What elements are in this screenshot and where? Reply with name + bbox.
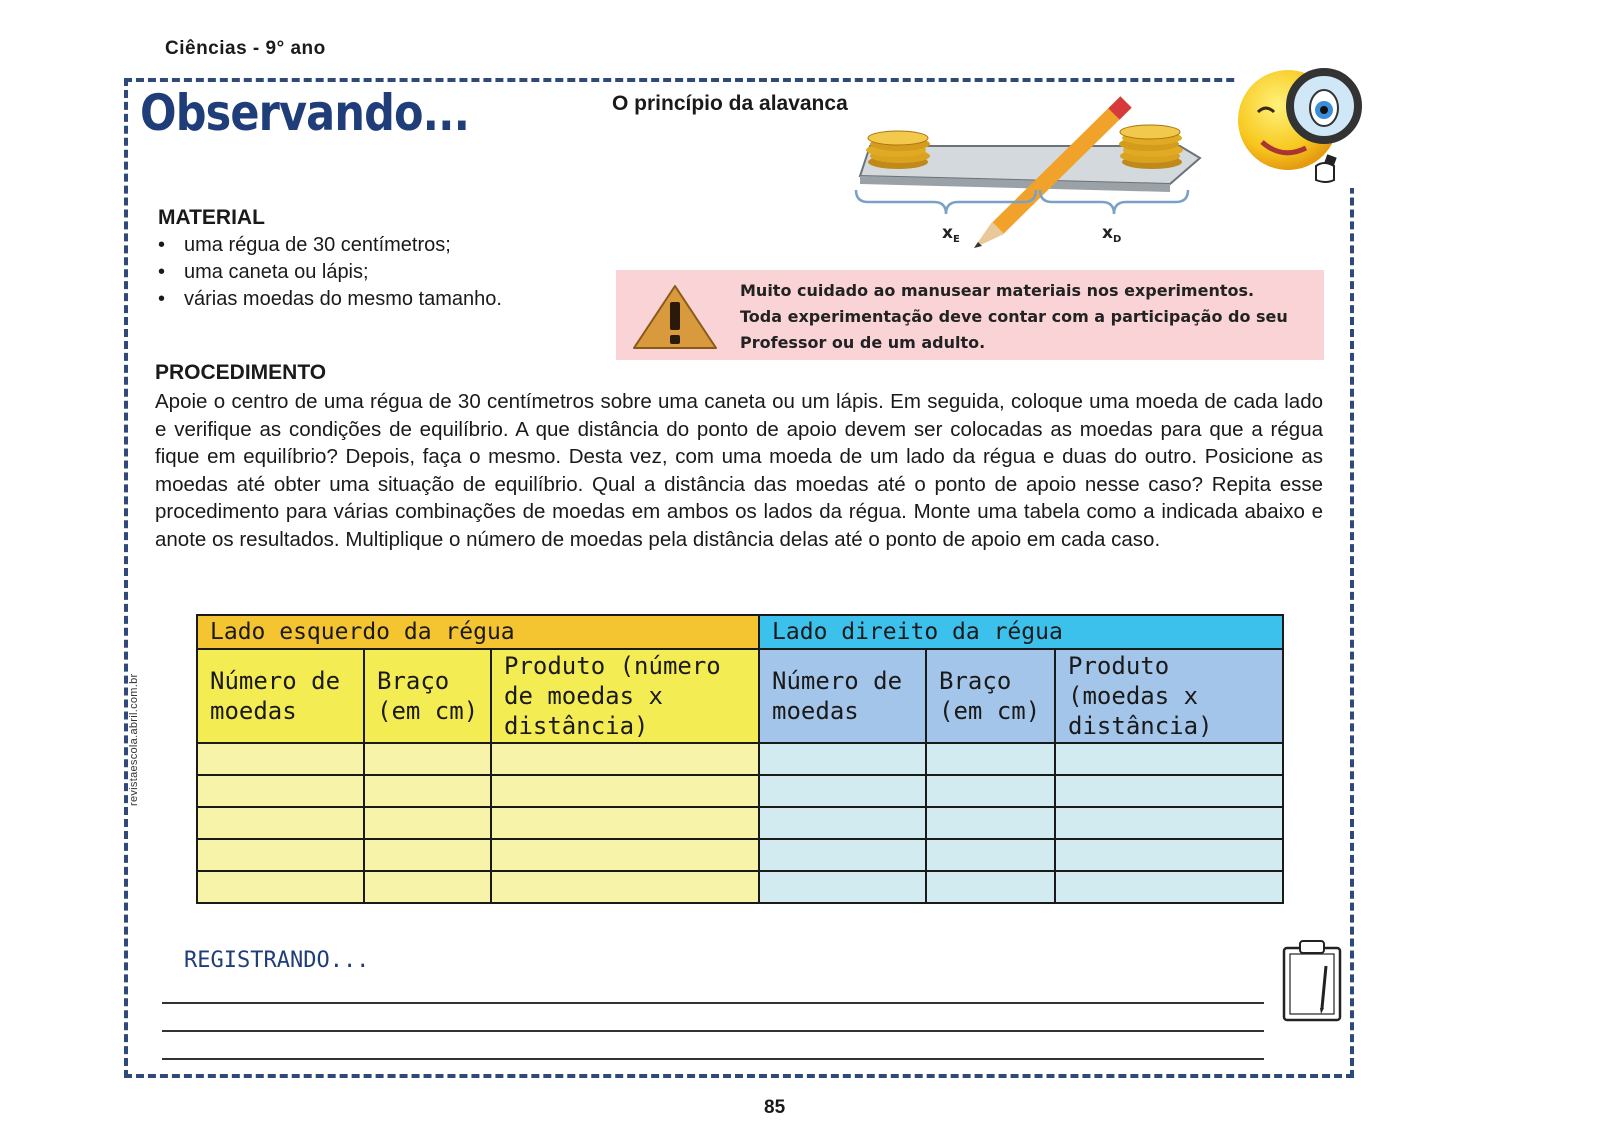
table-cell[interactable] — [491, 807, 759, 839]
procedure-heading: PROCEDIMENTO — [155, 361, 327, 384]
left-side-header: Lado esquerdo da régua — [197, 615, 759, 649]
table-column-header-row — [197, 649, 1283, 743]
table-cell[interactable] — [759, 743, 926, 775]
table-cell[interactable] — [491, 871, 759, 903]
column-header: Produto (moedas x distância) — [1055, 649, 1283, 743]
smiley-magnifier-icon — [1236, 62, 1366, 186]
table-cell[interactable] — [364, 743, 491, 775]
table-cell[interactable] — [491, 839, 759, 871]
table-cell[interactable] — [926, 807, 1055, 839]
table-cell[interactable] — [926, 775, 1055, 807]
table-cell[interactable] — [197, 775, 364, 807]
table-cell[interactable] — [1055, 775, 1283, 807]
writing-line[interactable] — [162, 1002, 1264, 1004]
right-arm-brace — [1040, 190, 1188, 214]
table-cell[interactable] — [1055, 743, 1283, 775]
material-heading: MATERIAL — [158, 206, 265, 229]
subject-header: Ciências - 9° ano — [165, 38, 326, 59]
page-number: 85 — [764, 1097, 786, 1118]
clipboard-icon — [1280, 938, 1344, 1024]
table-cell[interactable] — [759, 807, 926, 839]
table-cell[interactable] — [364, 839, 491, 871]
table-cell[interactable] — [364, 807, 491, 839]
table-cell[interactable] — [197, 839, 364, 871]
table-group-header-row — [197, 615, 1283, 649]
right-arm-label: $x_D$ — [1102, 223, 1122, 245]
procedure-text: Apoie o centro de uma régua de 30 centímetros sobre uma caneta ou um lápis. Em seguida, coloque uma moeda de cada lado e verifique as condições de equilíbrio. A que distância do ponto de apoio devem ser colocadas as moedas para que a régua fique em equilíbrio? Depois, faça o mesmo. Desta vez, com uma moeda de um lado da régua e duas do outro. Posicione as moedas até obter uma situação de equilíbrio. Qual a distância das moedas até o ponto de apoio nesse caso? Repita esse procedimento para várias combinações de moedas em ambos os lados da régua. Monte uma tabela como a indicada abaixo e anote os resultados. Multiplique o número de moedas pela distância delas até o ponto de apoio em cada caso. — [155, 390, 1323, 551]
material-item: • uma caneta ou lápis; — [158, 259, 502, 286]
table-cell[interactable] — [759, 871, 926, 903]
table-cell[interactable] — [364, 775, 491, 807]
warning-line: Muito cuidado ao manusear materiais nos experimentos. — [740, 281, 1255, 300]
right-side-header: Lado direito da régua — [759, 615, 1283, 649]
warning-line: Toda experimentação deve contar com a participação do seu — [740, 307, 1288, 326]
table-row — [197, 839, 1283, 871]
activity-title: Observando... — [140, 84, 470, 142]
table-cell[interactable] — [364, 871, 491, 903]
table-cell[interactable] — [1055, 839, 1283, 871]
coin-stack-right — [1119, 125, 1183, 169]
table-cell[interactable] — [197, 743, 364, 775]
table-cell[interactable] — [197, 807, 364, 839]
safety-warning-text — [740, 278, 1288, 356]
column-header: Braço (em cm) — [926, 649, 1055, 743]
column-header: Número de moedas — [197, 649, 364, 743]
table-cell[interactable] — [491, 743, 759, 775]
writing-line[interactable] — [162, 1058, 1264, 1060]
table-cell[interactable] — [491, 775, 759, 807]
side-source-url: revistaescola.abril.com.br — [128, 673, 140, 806]
table-cell[interactable] — [926, 839, 1055, 871]
material-list — [158, 232, 502, 313]
column-header: Número de moedas — [759, 649, 926, 743]
material-item: • uma régua de 30 centímetros; — [158, 232, 502, 259]
table-cell[interactable] — [759, 839, 926, 871]
left-arm-label: $x_E$ — [942, 223, 960, 245]
warning-line: Professor ou de um adulto. — [740, 333, 986, 352]
table-row — [197, 871, 1283, 903]
table-cell[interactable] — [1055, 871, 1283, 903]
experiment-title: O princípio da alavanca — [612, 92, 848, 115]
table-cell[interactable] — [1055, 807, 1283, 839]
results-table — [196, 614, 1284, 904]
table-row — [197, 743, 1283, 775]
writing-line[interactable] — [162, 1030, 1264, 1032]
table-row — [197, 807, 1283, 839]
table-cell[interactable] — [926, 871, 1055, 903]
warning-icon — [632, 282, 718, 352]
lever-illustration — [850, 96, 1220, 256]
table-row — [197, 775, 1283, 807]
column-header: Braço (em cm) — [364, 649, 491, 743]
column-header: Produto (número de moedas x distância) — [491, 649, 759, 743]
material-item: • várias moedas do mesmo tamanho. — [158, 286, 502, 313]
table-cell[interactable] — [759, 775, 926, 807]
registering-heading: REGISTRANDO... — [184, 948, 370, 973]
table-cell[interactable] — [926, 743, 1055, 775]
coin-stack-left — [866, 131, 930, 169]
table-cell[interactable] — [197, 871, 364, 903]
